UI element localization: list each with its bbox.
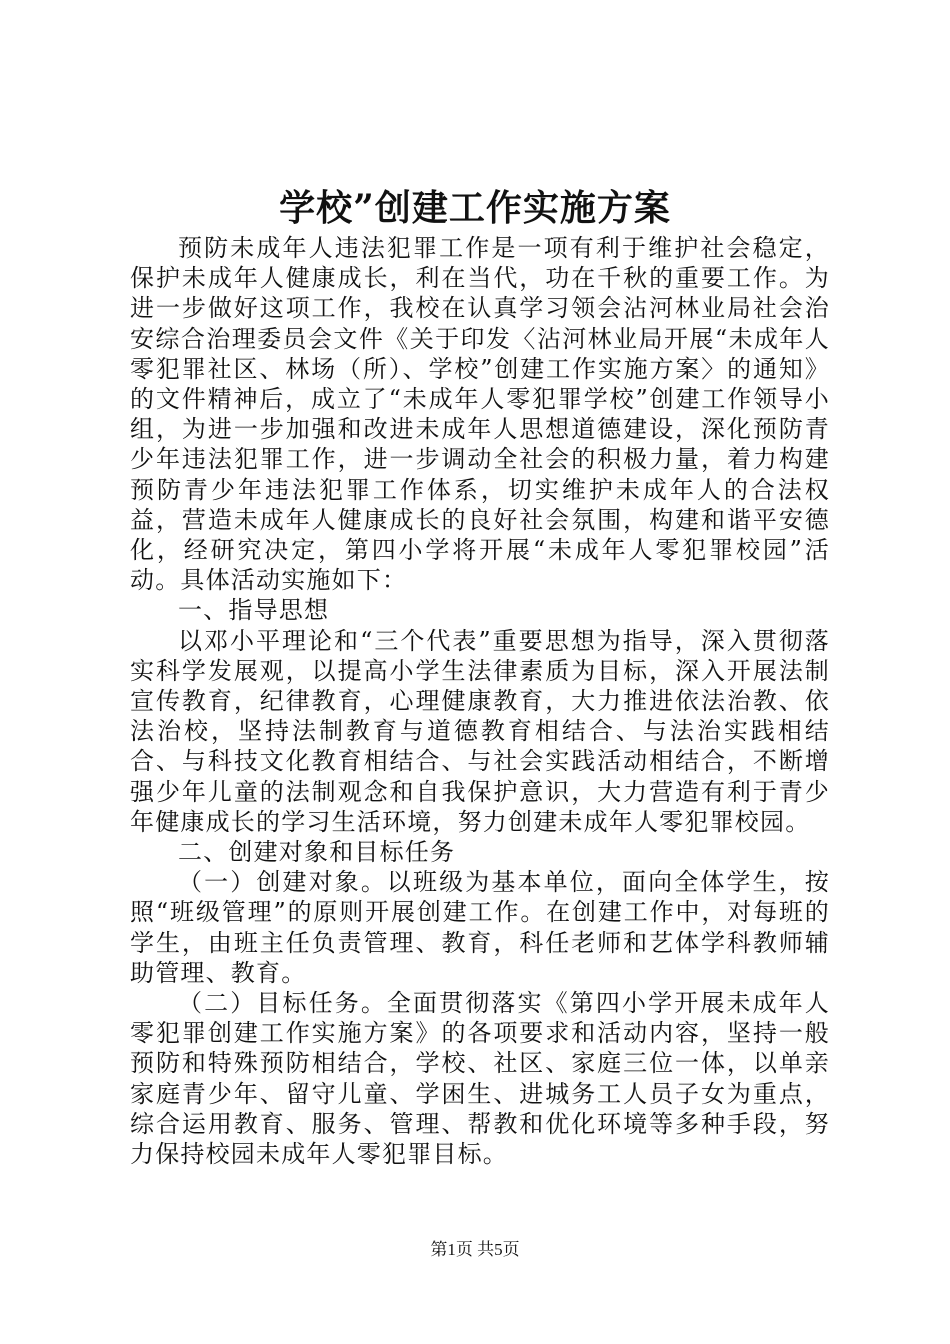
paragraph-intro: 预防未成年人违法犯罪工作是一项有利于维护社会稳定，保护未成年人健康成长，利在当代，功在千秋的重要工作。为进一步做好这项工作，我校在认真学习领会沾河林业局社会治安综合治理委员会文件《关于印发〈沾河林业局开展“未成年人零犯罪社区、林场（所）、学校”创建工作实施方案〉的通知》的文件精神后，成立了“未成年人零犯罪学校”创建工作领导小组，为进一步加强和改进未成年人思想道德建设，深化预防青少年违法犯罪工作，进一步调动全社会的积极力量，着力构建预防青少年违法犯罪工作体系，切实维护未成年人的合法权益，营造未成年人健康成长的良好社会氛围，构建和谐平安德化，经研究决定，第四小学将开展“未成年人零犯罪校园”活动。具体活动实施如下： — [130, 234, 830, 595]
heading-targets-tasks: 二、创建对象和目标任务 — [178, 838, 456, 867]
page-number: 第1页 共5页 — [430, 1240, 520, 1259]
paragraph-guiding-thought: 以邓小平理论和“三个代表”重要思想为指导，深入贯彻落实科学发展观，以提高小学生法律素质为目标，深入开展法制宣传教育，纪律教育，心理健康教育，大力推进依法治教、依法治校，坚持法制教育与道德教育相结合、与法治实践相结合、与科技文化教育相结合、与社会实践活动相结合，不断增强少年儿童的法制观念和自我保护意识，大力营造有利于青少年健康成长的学习生活环境，努力创建未成年人零犯罪校园。 — [130, 626, 830, 836]
paragraph-targets: （一）创建对象。以班级为基本单位，面向全体学生，按照“班级管理”的原则开展创建工作。在创建工作中，对每班的学生，由班主任负责管理、教育，科任老师和艺体学科教师辅助管理、教育。 — [130, 868, 830, 987]
paragraph-tasks: （二）目标任务。全面贯彻落实《第四小学开展未成年人零犯罪创建工作实施方案》的各项要求和活动内容，坚持一般预防和特殊预防相结合，学校、社区、家庭三位一体，以单亲家庭青少年、留守儿童、学困生、进城务工人员子女为重点，综合运用教育、服务、管理、帮教和优化环境等多种手段，努力保持校园未成年人零犯罪目标。 — [130, 989, 830, 1169]
document-title: 学校”创建工作实施方案 — [279, 187, 671, 229]
document-body — [130, 233, 830, 1169]
heading-guiding-thought: 一、指导思想 — [178, 596, 330, 625]
